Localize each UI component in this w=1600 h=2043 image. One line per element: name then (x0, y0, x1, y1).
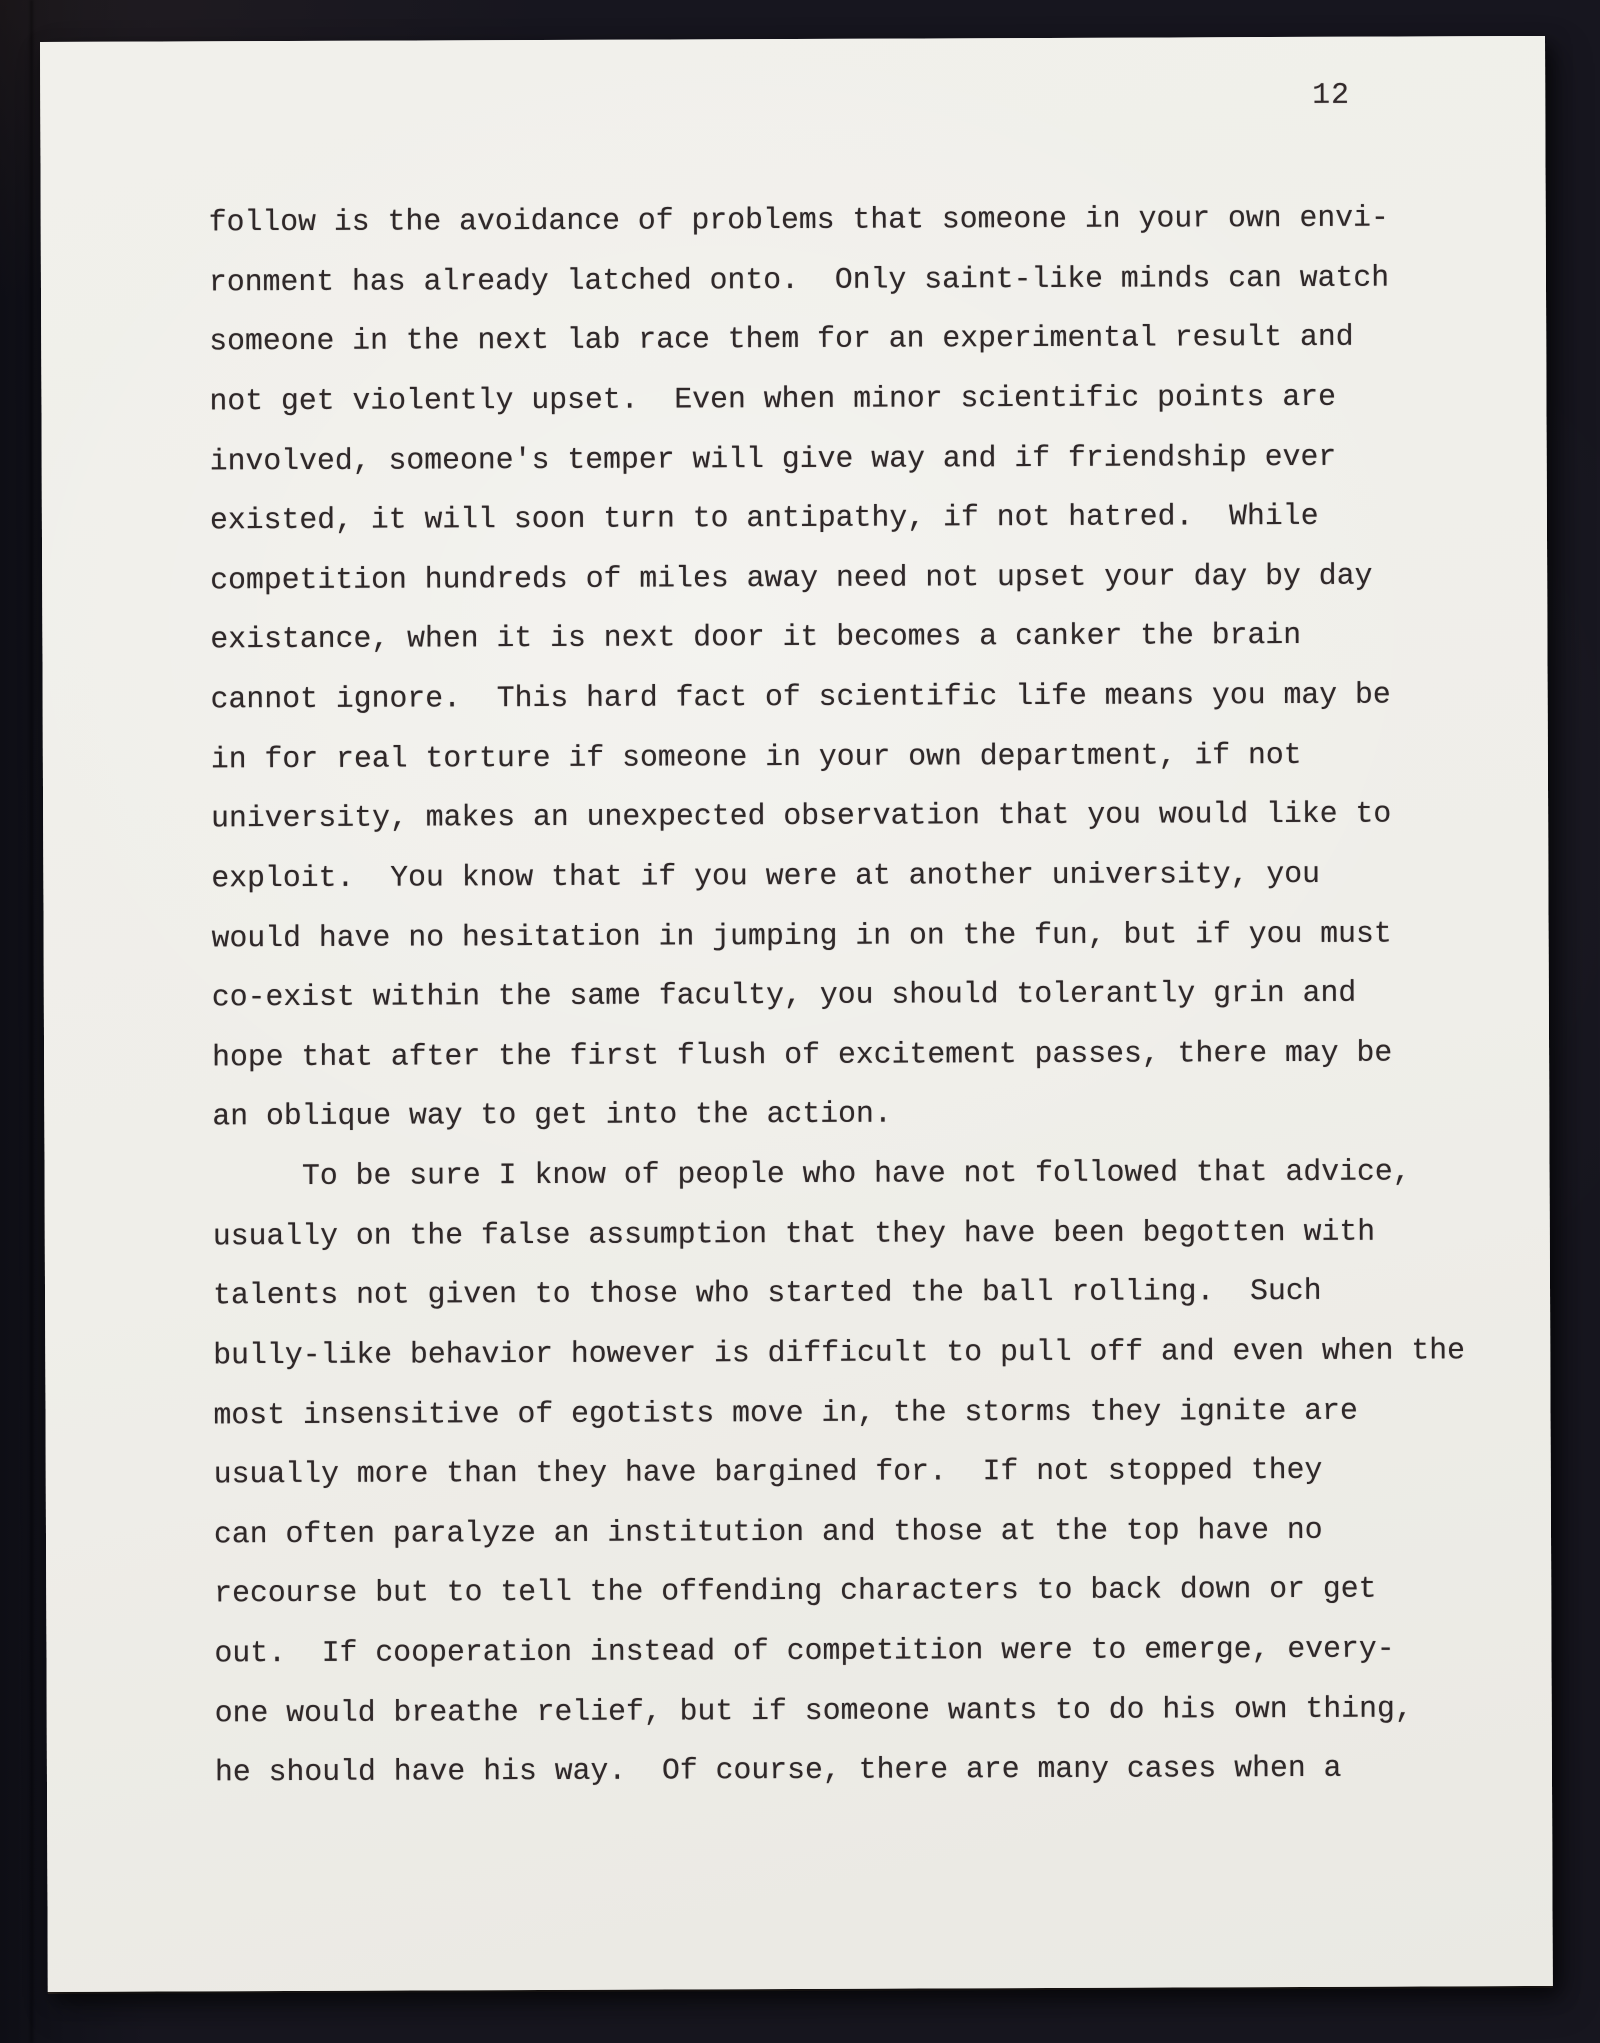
text-line: involved, someone's temper will give way and if friendship ever (209, 439, 1337, 478)
typewritten-page (40, 36, 1553, 1992)
text-line: exploit. You know that if you were at another university, you (211, 856, 1321, 896)
text-line: competition hundreds of miles away need not upset your day by day (210, 558, 1373, 598)
text-line: he should have his way. Of course, there are many cases when a (214, 1751, 1342, 1790)
text-line: ronment has already latched onto. Only saint-like minds can watch (208, 260, 1390, 299)
text-line: cannot ignore. This hard fact of scientific life means you may be (210, 677, 1391, 717)
text-line: can often paralyze an institution and those at the top have no (213, 1512, 1323, 1552)
text-line: an oblique way to get into the action. (212, 1096, 892, 1134)
text-line: recourse but to tell the offending characters to back down or get (214, 1572, 1377, 1611)
text-line: university, makes an unexpected observation that you would like to (211, 796, 1392, 836)
backdrop-crease (30, 0, 33, 2043)
body-text (209, 188, 1515, 1803)
text-line: most insensitive of egotists move in, the storms they ignite are (213, 1393, 1358, 1432)
text-line: existance, when it is next door it becomes a canker the brain (210, 618, 1302, 657)
text-line: existed, it will soon turn to antipathy, if not hatred. While (209, 498, 1319, 538)
text-line: usually on the false assumption that they have been begotten with (212, 1214, 1376, 1253)
text-line: hope that after the first flush of excitement passes, there may be (212, 1035, 1393, 1075)
text-line: talents not given to those who started the ball rolling. Such (212, 1274, 1322, 1313)
page-number: 12 (1312, 77, 1351, 112)
text-line: bully-like behavior however is difficult to pull off and even when the (213, 1333, 1466, 1373)
text-line: would have no hesitation in jumping in on the fun, but if you must (211, 916, 1392, 955)
text-line: in for real torture if someone in your own department, if not (210, 737, 1302, 776)
text-line: someone in the next lab race them for an experimental result and (209, 319, 1354, 359)
text-line: co-exist within the same faculty, you should tolerantly grin and (211, 975, 1357, 1015)
text-line: not get violently upset. Even when minor scientific points are (209, 379, 1337, 419)
text-line: To be sure I know of people who have not followed that advice, (212, 1154, 1411, 1194)
text-line: usually more than they have bargined for. If not stopped they (213, 1452, 1323, 1492)
text-line: one would breathe relief, but if someone wants to do his own thing, (214, 1691, 1413, 1730)
text-line: follow is the avoidance of problems that someone in your own envi- (208, 200, 1389, 240)
text-line: out. If cooperation instead of competition were to emerge, every- (214, 1631, 1395, 1671)
